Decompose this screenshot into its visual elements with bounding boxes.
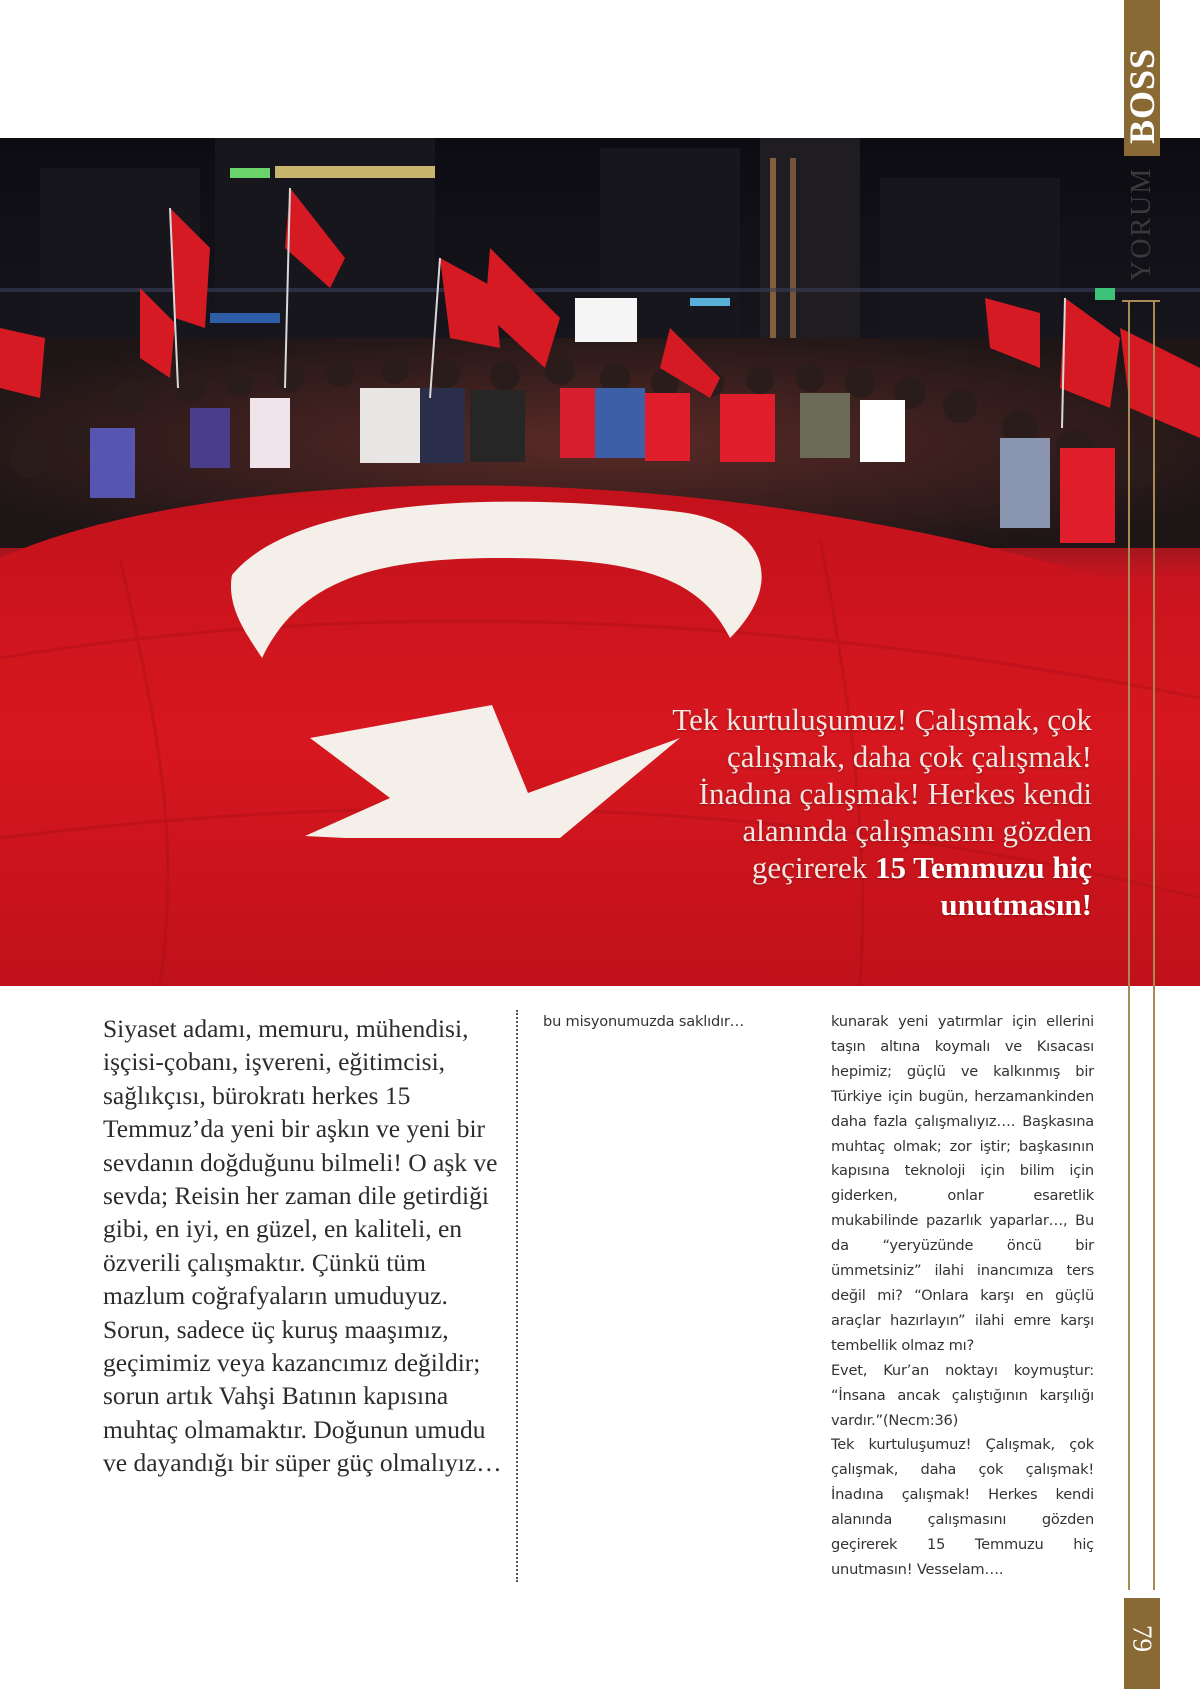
- column-1-paragraph: bu misyonumuzda saklıdır…: [543, 1013, 745, 1030]
- article-column-2: [831, 1010, 1094, 1583]
- column-2-paragraph: Tek kurtuluşumuz! Çalışmak, çok çalışmak, daha çok çalışmak! İnadına çalışmak! Herkes kendi alanında çalışmasını gözden geçirerek 15 Temmuzu hiç unutmasın! Vesselam….: [831, 1436, 1094, 1578]
- column-2-paragraph: kunarak yeni yatırmlar için ellerini taşın altına koymalı ve Kısacası hepimiz; güçlü ve kalkınmış bir Türkiye için bugün, herzamankinden daha fazla çalışmalıyız…. Başkasına muhtaç olmak; zor iştir; başkasının kapısına teknoloji için bilim için giderken, onlar esaretlik mukabilinde pazarlık yaparlar…, Bu da “yeryüzünde öncü bir ümmetsiniz” ilahi inancımıza ters değil mi? “Onlara karşı en güçlü araçlar hazırlayın” ilahi emre karşı tembellik olmaz mı?: [831, 1013, 1094, 1354]
- page-number: 79: [1127, 1624, 1158, 1652]
- column-divider: [516, 1010, 518, 1582]
- protest-sign: [575, 298, 637, 342]
- column-2-paragraph: Evet, Kur’an noktayı koymuştur: “İnsana ancak çalıştığının karşılığı vardır.”(Necm:36): [831, 1361, 1094, 1429]
- lead-paragraph: Siyaset adamı, memuru, mühendisi, işçisi-çobanı, işvereni, eğitimcisi, sağlıkçısı, bürokratı herkes 15 Temmuz’da yeni bir aşkın ve yeni bir sevdanın doğduğunu bilmeli! O aşk ve sevda; Reisin her zaman dile getirdiği gibi, en iyi, en güzel, en kaliteli, en özverili çalışmaktır. Çünkü tüm mazlum coğrafyaların umuduyuz. Sorun, sadece üç kuruş maaşımız, geçimimiz veya kazancımız değildir; sorun artık Vahşi Batının kapısına muhtaç olmamaktır. Doğunun umudu ve dayandığı bir süper güç olmalıyız…: [103, 1014, 502, 1478]
- rail-line-right: [1153, 300, 1155, 1590]
- article-column-1: [543, 1010, 806, 1035]
- section-label: YORUM: [1126, 166, 1157, 282]
- rail-line-left: [1128, 300, 1130, 1590]
- pull-quote-text: Tek kurtuluşumuz! Çalışmak, çok çalışmak, daha çok çalışmak! İnadına çalışmak! Herkes kendi alanında çalışmasını gözden geçirerek: [672, 702, 1092, 885]
- magazine-brand: BOSS: [1122, 47, 1162, 145]
- pull-quote: [652, 701, 1092, 923]
- rally-photo: [0, 138, 1200, 986]
- pull-quote-emphasis: 15 Temmuzu hiç unutmasın!: [874, 850, 1092, 922]
